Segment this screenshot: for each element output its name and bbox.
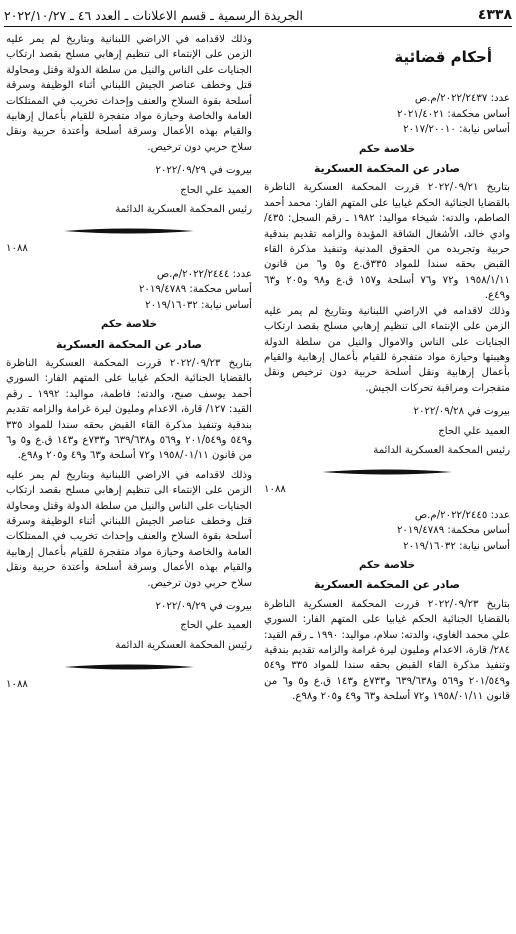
prosecution-basis: أساس نيابة: ٢٠١٩/١٦٠٣٢	[145, 299, 252, 311]
court-basis: أساس محكمة: ٢٠١٩/٤٧٨٩	[138, 284, 252, 296]
summary-heading: خلاصة حكم	[101, 319, 157, 331]
signer-name: العميد علي الحاج	[438, 425, 510, 437]
case-number: عدد: ٢٠٢٢/٢٤٣٧/م.ص	[414, 93, 510, 105]
page-number: ٤٣٣٨	[477, 7, 512, 23]
verdict-paragraph: بتاريخ ٢٠٢٢/٠٩/٢١ قررت المحكمة العسكرية الناظرة بالقضايا الجنائية الحكم غيابيا على المتهم الفار: محمد أحمد الصاطم، والدته: شيخاء مواليد: ١٩٨٢ ـ رقم السجل: ٤٣٥/ وادي خالد، الأشغال الشاقة المؤبدة والزامه تقديم بندقية حربية وتجريده من الحقوق المدنية وتنفيذ مذكرة القاء القبض بحقه سندا للمواد ٣٣٥ق.ع و٥ و٦ من قانون ١٩٥٨/١/١١ و٧٢ و٧٦ أسلحة و١٥٧ ق.ع و٩٨ و٢٠٥ و٦٣ و٤٩ع.	[264, 182, 510, 302]
summary-heading: خلاصة حكم	[359, 559, 415, 571]
signer-title: رئيس المحكمة العسكرية الدائمة	[373, 444, 510, 456]
place-date: بيروت في ٢٠٢٢/٠٩/٢٨	[413, 406, 510, 418]
case-block	[6, 267, 252, 693]
court-heading: صادر عن المحكمة العسكرية	[314, 162, 460, 176]
signature-block	[6, 163, 252, 217]
ad-code: ١٠٨٨	[6, 243, 28, 255]
verdict-paragraph: بتاريخ ٢٠٢٢/٠٩/٢٣ قررت المحكمة العسكرية الناظرة بالقضايا الجنائية الحكم غيابيا على المتهم الفار: السوري علي محمد الغاوي، والدته: سلام، مواليد: ١٩٩٠ ـ رقم القيد: ٢٨٤/ قارة، الاعدام ومليون ليرة غرامة والزامه تقديم بندقية وتنفيذ مذكرة القاء القبض بحقه سندا للمواد ٣٣٥ و٥٤٩ و٢٠١/٥٤٩ و٥٦٩ و٦٣٩/٦٣٨ و٧٣٣ع و١٤٣ ق.ع و٥ و٦ من قانون ١٩٥٨/٠١/١١ و٧٢ أسلحة و٦٣ و٤٩ و٢٠٥ و٩٨ع.	[264, 598, 510, 703]
signer-name: العميد علي الحاج	[180, 184, 252, 196]
left-column	[6, 32, 252, 693]
summary-heading: خلاصة حكم	[359, 143, 415, 155]
section-title: أحكام قضائية	[394, 48, 492, 66]
page-header	[4, 4, 512, 27]
signer-title: رئيس المحكمة العسكرية الدائمة	[115, 639, 252, 651]
charges-paragraph: وذلك لاقدامه في الاراضي اللبنانية وبتاريخ لم يمر عليه الزمن على الإنتماء الى تنظيم إرهابي مسلح بقصد ارتكاب الجنايات على الناس والاموال والنيل من سلطة الدولة وهيبتها وحيازة مواد متفجرة للقيام بأعمال إرهابية والقيام بأعمال إرهابية ونقل أسلحة حربية دون ترخيص ونقل متفجرات ومراقبة تحركات الجيش.	[264, 305, 510, 394]
case-number: عدد: ٢٠٢٢/٢٤٤٥/م.ص	[414, 509, 510, 521]
ad-code: ١٠٨٨	[264, 484, 286, 496]
section-separator	[6, 227, 252, 235]
prosecution-basis: أساس نيابة: ٢٠١٩/١٦٠٣٢	[403, 540, 510, 552]
signature-block	[6, 599, 252, 653]
signature-block	[264, 404, 510, 458]
signer-title: رئيس المحكمة العسكرية الدائمة	[115, 204, 252, 216]
right-column	[264, 32, 510, 705]
place-date: بيروت في ٢٠٢٢/٠٩/٢٩	[155, 601, 252, 612]
court-basis: أساس محكمة: ٢٠٢١/٤٠٢١	[396, 108, 510, 120]
charges-paragraph: وذلك لاقدامه في الاراضي اللبنانية وبتاريخ لم يمر عليه الزمن على الإنتماء الى تنظيم إرهابي مسلح بقصد ارتكاب الجنايات على الناس والنيل من سلطة الدولة وقتل ومحاولة قتل وخطف عناصر الجيش اللبناني أثناء الوظيفة وسرقة أسلحة بقوة السلاح والعنف وإحداث تخريب في الممتلكات العامة والخاصة وحيازة مواد متفجرة للقيام بأعمال إرهابية والقيام بهذه الأعمال وسرقة أسلحة وأعتدة حربية ونقل سلاح حربي دون ترخيص.	[6, 469, 252, 589]
verdict-paragraph: بتاريخ ٢٠٢٢/٠٩/٢٣ قررت المحكمة العسكرية الناظرة بالقضايا الجنائية الحكم غيابيا على المتهم الفار: السوري أحمد يوسف صبح، والدته: فاطمة، مواليد: ١٩٩٢ ـ رقم القيد: ١٢٧/ قارة، الاعدام ومليون ليرة غرامة والزامه تقديم بندقية وتنفيذ مذكرة القاء القبض بحقه سندا للمواد ٣٣٥ و٥٤٩ و٢٠١/٥٤٩ و٥٦٩ و٦٣٩/٦٣٨ و٧٣٣ع و١٤٣ ق.ع و٥ و٦ من قانون ١٩٥٨/٠١/١١ و٧٢ أسلحة و٦٣ و٤٩ و٢٠٥ و٩٨ع.	[6, 357, 252, 462]
section-separator	[6, 663, 252, 671]
place-date: بيروت في ٢٠٢٢/٠٩/٢٩	[155, 165, 252, 177]
section-separator	[264, 468, 510, 476]
charges-paragraph: وذلك لاقدامه في الاراضي اللبنانية وبتاريخ لم يمر عليه الزمن على الإنتماء الى تنظيم إرهابي مسلح بقصد ارتكاب الجنايات على الناس والنيل من سلطة الدولة وقتل ومحاولة قتل وخطف عناصر الجيش اللبناني أثناء الوظيفة وسرقة أسلحة بقوة السلاح والعنف وإحداث تخريب في الممتلكات العامة والخاصة وحيازة مواد متفجرة للقيام بأعمال إرهابية والقيام بهذه الأعمال وسرقة أسلحة وأعتدة حربية ونقل سلاح حربي دون ترخيص.	[6, 34, 252, 153]
prosecution-basis: أساس نيابة: ٢٠١٧/٢٠٠١٠	[403, 124, 510, 136]
case-number: عدد: ٢٠٢٢/٢٤٤٤/م.ص	[156, 268, 252, 280]
court-basis: أساس محكمة: ٢٠١٩/٤٧٨٩	[396, 525, 510, 537]
court-heading: صادر عن المحكمة العسكرية	[314, 578, 460, 592]
gazette-header-text: الجريدة الرسمية ـ قسم الاعلانات ـ العدد ٤٦ ـ ٢٠٢٢/١٠/٢٧	[4, 7, 303, 23]
court-heading: صادر عن المحكمة العسكرية	[56, 337, 202, 351]
ad-code: ١٠٨٨	[6, 679, 28, 691]
case-block	[264, 508, 510, 705]
signer-name: العميد علي الحاج	[180, 620, 252, 632]
